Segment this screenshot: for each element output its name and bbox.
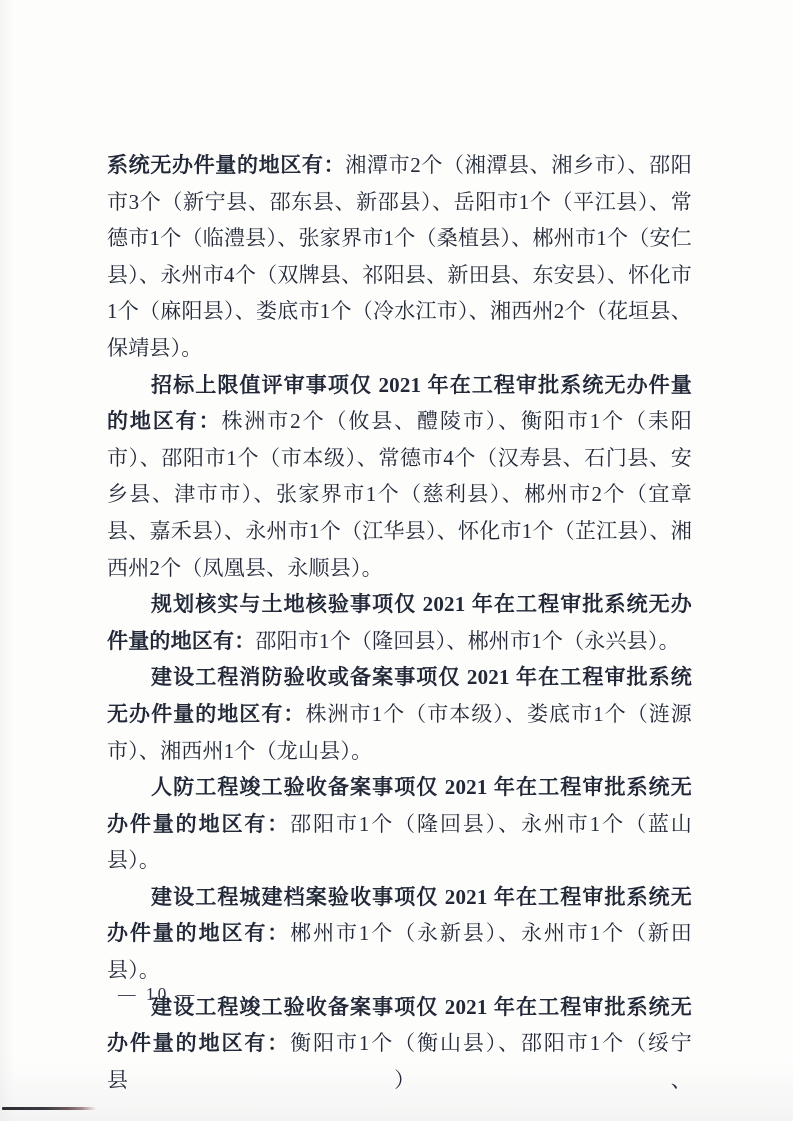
paragraph-planning-land-check bbox=[107, 586, 692, 659]
paragraph-body: 株洲市1个（市本级）、娄底市1个（涟源市）、湘西州1个（龙山县）。 bbox=[107, 701, 692, 763]
paragraph-body: 衡阳市1个（衡山县）、邵阳市1个（绥宁县）、 bbox=[107, 1031, 692, 1092]
paragraph-lead-bold: 建设工程竣工验收备案事项仅 2021 年在工程审批系统无办件量的地区有： bbox=[107, 994, 692, 1056]
paragraph-fire-acceptance bbox=[107, 659, 692, 769]
paragraph-lead-bold: 建设工程消防验收或备案事项仅 2021 年在工程审批系统无办件量的地区有： bbox=[107, 665, 692, 726]
page-number: — 10 — bbox=[118, 984, 198, 1004]
paragraph-lead-bold: 建设工程城建档案验收事项仅 2021 年在工程审批系统无办件量的地区有： bbox=[107, 884, 692, 946]
paragraph-lead-bold: 系统无办件量的地区有： bbox=[107, 153, 346, 177]
paragraph-civil-defense-acceptance bbox=[107, 769, 692, 879]
paragraph-completion-acceptance bbox=[107, 989, 692, 1099]
paragraph-body: 株洲市2个（攸县、醴陵市）、衡阳市1个（耒阳市）、邵阳市1个（市本级）、常德市4个（汉寿县、石门县、安乡县、津市市）、张家界市1个（慈利县）、郴州市2个（宜章县、嘉禾县）、永州市1个（江华县）、怀化市1个（芷江县）、湘西州2个（凤凰县、永顺县）。 bbox=[107, 409, 692, 580]
paragraph-lead-bold: 人防工程竣工验收备案事项仅 2021 年在工程审批系统无办件量的地区有： bbox=[107, 775, 692, 836]
paragraph-urban-archive-acceptance bbox=[107, 879, 692, 989]
document-text-block bbox=[107, 147, 692, 1098]
paragraph-body: 郴州市1个（永新县）、永州市1个（新田县）。 bbox=[107, 921, 692, 983]
paragraph-body: 湘潭市2个（湘潭县、湘乡市）、邵阳市3个（新宁县、邵东县、新邵县）、岳阳市1个（平江县）、常德市1个（临澧县）、张家界市1个（桑植县）、郴州市1个（安仁县）、永州市4个（双牌县、祁阳县、新田县、东安县）、怀化市1个（麻阳县）、娄底市1个（冷水江市）、湘西州2个（花垣县、保靖县）。 bbox=[107, 153, 692, 360]
paragraph-continuation bbox=[107, 147, 692, 367]
paragraph-body: 邵阳市1个（隆回县）、郴州市1个（永兴县）。 bbox=[255, 628, 680, 653]
paragraph-body: 邵阳市1个（隆回县）、永州市1个（蓝山县）。 bbox=[107, 811, 692, 873]
paragraph-lead-bold: 规划核实与土地核验事项仅 2021 年在工程审批系统无办件量的地区有： bbox=[107, 592, 692, 653]
scan-artifact-line bbox=[2, 1107, 96, 1110]
paragraph-bid-limit-review bbox=[107, 367, 692, 587]
paragraph-lead-bold: 招标上限值评审事项仅 2021 年在工程审批系统无办件量的地区有： bbox=[107, 372, 692, 434]
